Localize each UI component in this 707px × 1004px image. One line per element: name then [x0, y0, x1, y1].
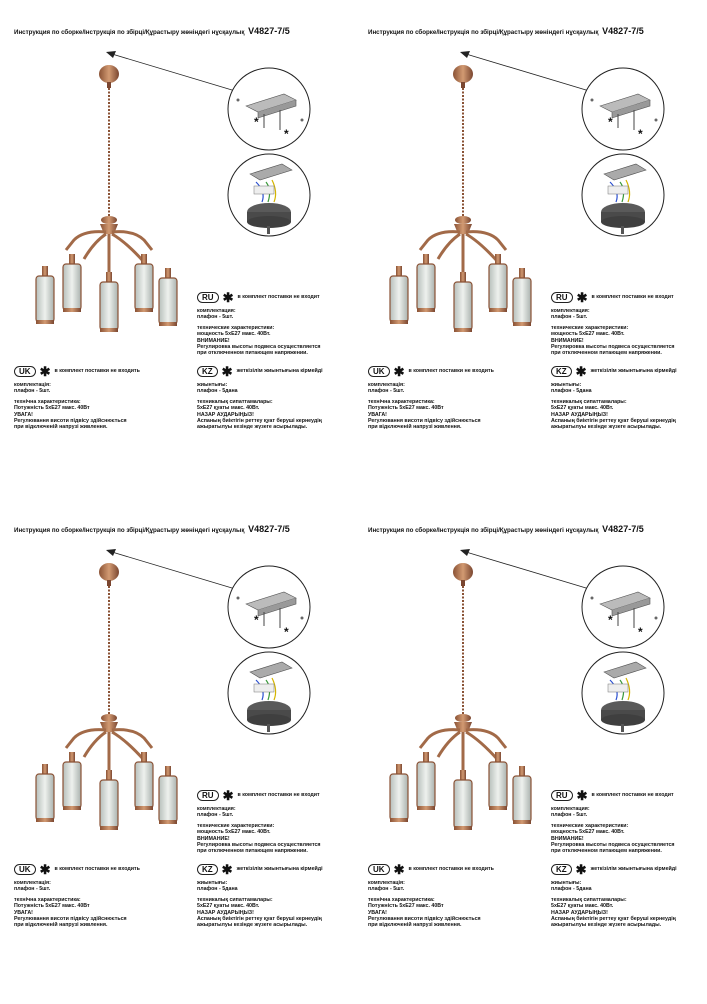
ru-warn-line2: при отключенном питающем напряжении.: [551, 848, 662, 855]
uk-warn-line1: Регулювання висоти підвісу здійснюється: [14, 916, 127, 923]
kz-spec-label: техникалық сипаттамалары:: [197, 398, 273, 405]
uk-kit-value: плафон - 5шт.: [14, 886, 51, 893]
ru-warn-label: ВНИМАНИЕ!: [551, 337, 584, 344]
uk-spec-value: Потужність 5хЕ27 макс. 40Вт: [14, 405, 90, 412]
uk-note: в комплект поставки не входить: [408, 866, 494, 873]
kz-kit-label: жиынтығы:: [197, 382, 228, 388]
ru-kit-value: плафон - 5шт.: [551, 812, 588, 819]
uk-warn-label: УВАГА!: [368, 909, 387, 916]
uk-badge: UK: [14, 366, 36, 377]
kz-section: [197, 861, 357, 929]
ru-spec-label: технические характеристики:: [197, 822, 275, 829]
uk-kit-value: плафон - 5шт.: [368, 886, 405, 893]
mounting-bracket-diagram: [226, 66, 312, 152]
uk-warn-line2: при відключеній напрузі живлення.: [14, 424, 108, 431]
ru-badge: RU: [197, 790, 219, 801]
asterisk-icon: ✱: [222, 787, 234, 803]
uk-warn-line2: при відключеній напрузі живлення.: [368, 922, 462, 929]
lamp-shade-3: [454, 272, 472, 332]
ru-warn-line1: Регулировка высоты подвеса осуществляется: [197, 344, 321, 351]
title-text: Инструкция по сборке/Інструкція по збірці/Құрастыру жөніндегі нұсқаулық: [368, 527, 599, 534]
page-title: [368, 26, 644, 36]
uk-spec-value: Потужність 5хЕ27 макс. 40Вт: [368, 903, 444, 910]
ru-kit-label: комплектация:: [551, 308, 590, 314]
uk-kit-value: плафон - 5шт.: [14, 388, 51, 395]
uk-warn-label: УВАГА!: [14, 909, 33, 916]
uk-spec-label: технічна характеристика:: [368, 896, 435, 903]
wiring-connection-diagram: [580, 152, 666, 238]
kz-warn-label: НАЗАР АУДАРЫҢЫЗ!: [551, 411, 608, 418]
model-number: V4827-7/5: [248, 524, 290, 534]
uk-spec-label: технічна характеристика:: [14, 398, 81, 405]
ru-spec-label: технические характеристики:: [551, 822, 629, 829]
svg-text:*: *: [608, 613, 613, 627]
ru-spec-value: мощность 5xE27 макс. 40Вт.: [551, 829, 625, 836]
ru-note: в комплект поставки не входит: [591, 294, 674, 301]
kz-spec-value: 5хЕ27 қуаты макс. 40Вт.: [197, 405, 260, 412]
lamp-shade-3: [100, 272, 118, 332]
chandelier-illustration: [368, 54, 558, 344]
instruction-sheet-3: [14, 524, 354, 1004]
asterisk-icon: ✱: [39, 363, 51, 379]
uk-section: [368, 363, 543, 431]
asterisk-icon: ✱: [222, 289, 234, 305]
ru-note: в комплект поставки не входит: [237, 294, 320, 301]
kz-warn-line2: ажыратылуы кезінде жүзеге асырылады.: [551, 922, 662, 929]
kz-section: [551, 363, 707, 431]
lamp-shade-4: [135, 254, 153, 312]
mounting-bracket-diagram: [580, 564, 666, 650]
uk-badge: UK: [368, 366, 390, 377]
lamp-shade-3: [100, 770, 118, 830]
ru-section: [551, 787, 707, 855]
wiring-connection-diagram: [226, 650, 312, 736]
kz-spec-label: техникалық сипаттамалары:: [197, 896, 273, 903]
uk-warn-line2: при відключеній напрузі живлення.: [368, 424, 462, 431]
ru-kit-value: плафон - 5шт.: [197, 812, 234, 819]
lamp-shade-1: [390, 764, 408, 822]
ru-warn-line1: Регулировка высоты подвеса осуществляется: [551, 344, 675, 351]
ru-warn-line1: Регулировка высоты подвеса осуществляется: [551, 842, 675, 849]
ru-section: [551, 289, 707, 357]
kz-warn-line2: ажыратылуы кезінде жүзеге асырылады.: [197, 922, 308, 929]
kz-badge: KZ: [551, 864, 572, 875]
chandelier-illustration: [14, 54, 204, 344]
ru-warn-label: ВНИМАНИЕ!: [197, 835, 230, 842]
kz-spec-label: техникалық сипаттамалары:: [551, 896, 627, 903]
svg-text:*: *: [608, 115, 613, 129]
uk-note: в комплект поставки не входить: [408, 368, 494, 375]
kz-warn-label: НАЗАР АУДАРЫҢЫЗ!: [197, 411, 254, 418]
kz-kit-value: плафон - 5дана: [551, 886, 592, 893]
mounting-bracket-diagram: [226, 564, 312, 650]
ru-warn-label: ВНИМАНИЕ!: [551, 835, 584, 842]
wiring-connection-diagram: [226, 152, 312, 238]
asterisk-icon: ✱: [393, 861, 405, 877]
uk-kit-label: комплектація:: [14, 382, 51, 388]
kz-section: [197, 363, 357, 431]
kz-warn-line2: ажыратылуы кезінде жүзеге асырылады.: [551, 424, 662, 431]
ru-badge: RU: [197, 292, 219, 303]
uk-spec-label: технічна характеристика:: [368, 398, 435, 405]
ru-spec-value: мощность 5xE27 макс. 40Вт.: [197, 829, 271, 836]
kz-spec-value: 5хЕ27 қуаты макс. 40Вт.: [197, 903, 260, 910]
ru-kit-value: плафон - 5шт.: [197, 314, 234, 321]
kz-badge: KZ: [551, 366, 572, 377]
instruction-sheet-2: [368, 26, 707, 506]
lamp-shade-5: [513, 268, 531, 326]
model-number: V4827-7/5: [248, 26, 290, 36]
kz-section: [551, 861, 707, 929]
kz-badge: KZ: [197, 366, 218, 377]
title-text: Инструкция по сборке/Інструкція по збірці/Құрастыру жөніндегі нұсқаулық: [368, 29, 599, 36]
ru-kit-label: комплектация:: [197, 806, 236, 812]
ru-section: [197, 289, 357, 357]
uk-warn-line1: Регулювання висоти підвісу здійснюється: [14, 418, 127, 425]
uk-note: в комплект поставки не входить: [54, 368, 140, 375]
page-title: [14, 524, 290, 534]
svg-text:*: *: [284, 127, 289, 141]
title-text: Инструкция по сборке/Інструкція по збірці/Құрастыру жөніндегі нұсқаулық: [14, 527, 245, 534]
asterisk-icon: ✱: [39, 861, 51, 877]
uk-section: [14, 363, 189, 431]
ru-spec-value: мощность 5xE27 макс. 40Вт.: [197, 331, 271, 338]
page-title: [368, 524, 644, 534]
kz-kit-label: жиынтығы:: [551, 880, 582, 886]
svg-text:*: *: [254, 613, 259, 627]
kz-kit-label: жиынтығы:: [551, 382, 582, 388]
uk-warn-line1: Регулювання висоти підвісу здійснюється: [368, 418, 481, 425]
kz-kit-value: плафон - 5дана: [551, 388, 592, 395]
uk-spec-value: Потужність 5хЕ27 макс. 40Вт: [14, 903, 90, 910]
ru-note: в комплект поставки не входит: [591, 792, 674, 799]
ru-kit-label: комплектация:: [551, 806, 590, 812]
asterisk-icon: ✱: [575, 363, 587, 379]
lamp-shade-5: [159, 766, 177, 824]
kz-spec-label: техникалық сипаттамалары:: [551, 398, 627, 405]
title-text: Инструкция по сборке/Інструкція по збірці/Құрастыру жөніндегі нұсқаулық: [14, 29, 245, 36]
kz-warn-label: НАЗАР АУДАРЫҢЫЗ!: [551, 909, 608, 916]
ru-warn-line2: при отключенном питающем напряжении.: [551, 350, 662, 357]
model-number: V4827-7/5: [602, 26, 644, 36]
svg-text:*: *: [638, 625, 643, 639]
lamp-shade-2: [417, 752, 435, 810]
ru-section: [197, 787, 357, 855]
asterisk-icon: ✱: [575, 861, 587, 877]
ru-spec-label: технические характеристики:: [551, 324, 629, 331]
ru-warn-line1: Регулировка высоты подвеса осуществляется: [197, 842, 321, 849]
kz-note: жеткізілім жиынтығына кірмейді: [236, 866, 323, 873]
uk-badge: UK: [14, 864, 36, 875]
uk-kit-label: комплектація:: [14, 880, 51, 886]
instruction-sheet-4: [368, 524, 707, 1004]
lamp-shade-2: [63, 752, 81, 810]
asterisk-icon: ✱: [576, 289, 588, 305]
kz-kit-value: плафон - 5дана: [197, 388, 238, 395]
lamp-shade-4: [489, 752, 507, 810]
lamp-shade-5: [159, 268, 177, 326]
kz-spec-value: 5хЕ27 қуаты макс. 40Вт.: [551, 405, 614, 412]
chandelier-illustration: [14, 552, 204, 842]
lamp-shade-1: [36, 764, 54, 822]
uk-note: в комплект поставки не входить: [54, 866, 140, 873]
ru-badge: RU: [551, 790, 573, 801]
kz-note: жеткізілім жиынтығына кірмейді: [590, 368, 677, 375]
lamp-shade-2: [63, 254, 81, 312]
uk-section: [14, 861, 189, 929]
kz-warn-line1: Аспаның биіктігін реттеу қуат беруші кернеудің: [197, 418, 322, 425]
kz-kit-label: жиынтығы:: [197, 880, 228, 886]
svg-text:*: *: [638, 127, 643, 141]
ru-spec-label: технические характеристики:: [197, 324, 275, 331]
kz-note: жеткізілім жиынтығына кірмейді: [236, 368, 323, 375]
wiring-connection-diagram: [580, 650, 666, 736]
kz-kit-value: плафон - 5дана: [197, 886, 238, 893]
asterisk-icon: ✱: [221, 363, 233, 379]
kz-warn-line2: ажыратылуы кезінде жүзеге асырылады.: [197, 424, 308, 431]
uk-spec-label: технічна характеристика:: [14, 896, 81, 903]
lamp-shade-3: [454, 770, 472, 830]
kz-note: жеткізілім жиынтығына кірмейді: [590, 866, 677, 873]
svg-text:*: *: [284, 625, 289, 639]
ru-note: в комплект поставки не входит: [237, 792, 320, 799]
uk-section: [368, 861, 543, 929]
kz-warn-line1: Аспаның биіктігін реттеу қуат беруші кернеудің: [551, 916, 676, 923]
page-title: [14, 26, 290, 36]
lamp-shade-1: [390, 266, 408, 324]
kz-warn-line1: Аспаның биіктігін реттеу қуат беруші кернеудің: [197, 916, 322, 923]
uk-badge: UK: [368, 864, 390, 875]
uk-warn-label: УВАГА!: [14, 411, 33, 418]
lamp-shade-4: [489, 254, 507, 312]
ru-warn-line2: при отключенном питающем напряжении.: [197, 848, 308, 855]
asterisk-icon: ✱: [576, 787, 588, 803]
model-number: V4827-7/5: [602, 524, 644, 534]
uk-kit-label: комплектація:: [368, 382, 405, 388]
kz-warn-label: НАЗАР АУДАРЫҢЫЗ!: [197, 909, 254, 916]
asterisk-icon: ✱: [221, 861, 233, 877]
ru-warn-line2: при отключенном питающем напряжении.: [197, 350, 308, 357]
instruction-sheet-1: [14, 26, 354, 506]
chandelier-illustration: [368, 552, 558, 842]
ru-badge: RU: [551, 292, 573, 303]
ru-spec-value: мощность 5xE27 макс. 40Вт.: [551, 331, 625, 338]
uk-spec-value: Потужність 5хЕ27 макс. 40Вт: [368, 405, 444, 412]
kz-spec-value: 5хЕ27 қуаты макс. 40Вт.: [551, 903, 614, 910]
ru-kit-value: плафон - 5шт.: [551, 314, 588, 321]
lamp-shade-1: [36, 266, 54, 324]
ru-kit-label: комплектация:: [197, 308, 236, 314]
svg-text:*: *: [254, 115, 259, 129]
lamp-shade-4: [135, 752, 153, 810]
ru-warn-label: ВНИМАНИЕ!: [197, 337, 230, 344]
uk-kit-value: плафон - 5шт.: [368, 388, 405, 395]
kz-badge: KZ: [197, 864, 218, 875]
asterisk-icon: ✱: [393, 363, 405, 379]
uk-warn-label: УВАГА!: [368, 411, 387, 418]
uk-warn-line1: Регулювання висоти підвісу здійснюється: [368, 916, 481, 923]
mounting-bracket-diagram: [580, 66, 666, 152]
uk-kit-label: комплектація:: [368, 880, 405, 886]
uk-warn-line2: при відключеній напрузі живлення.: [14, 922, 108, 929]
lamp-shade-5: [513, 766, 531, 824]
kz-warn-line1: Аспаның биіктігін реттеу қуат беруші кернеудің: [551, 418, 676, 425]
lamp-shade-2: [417, 254, 435, 312]
